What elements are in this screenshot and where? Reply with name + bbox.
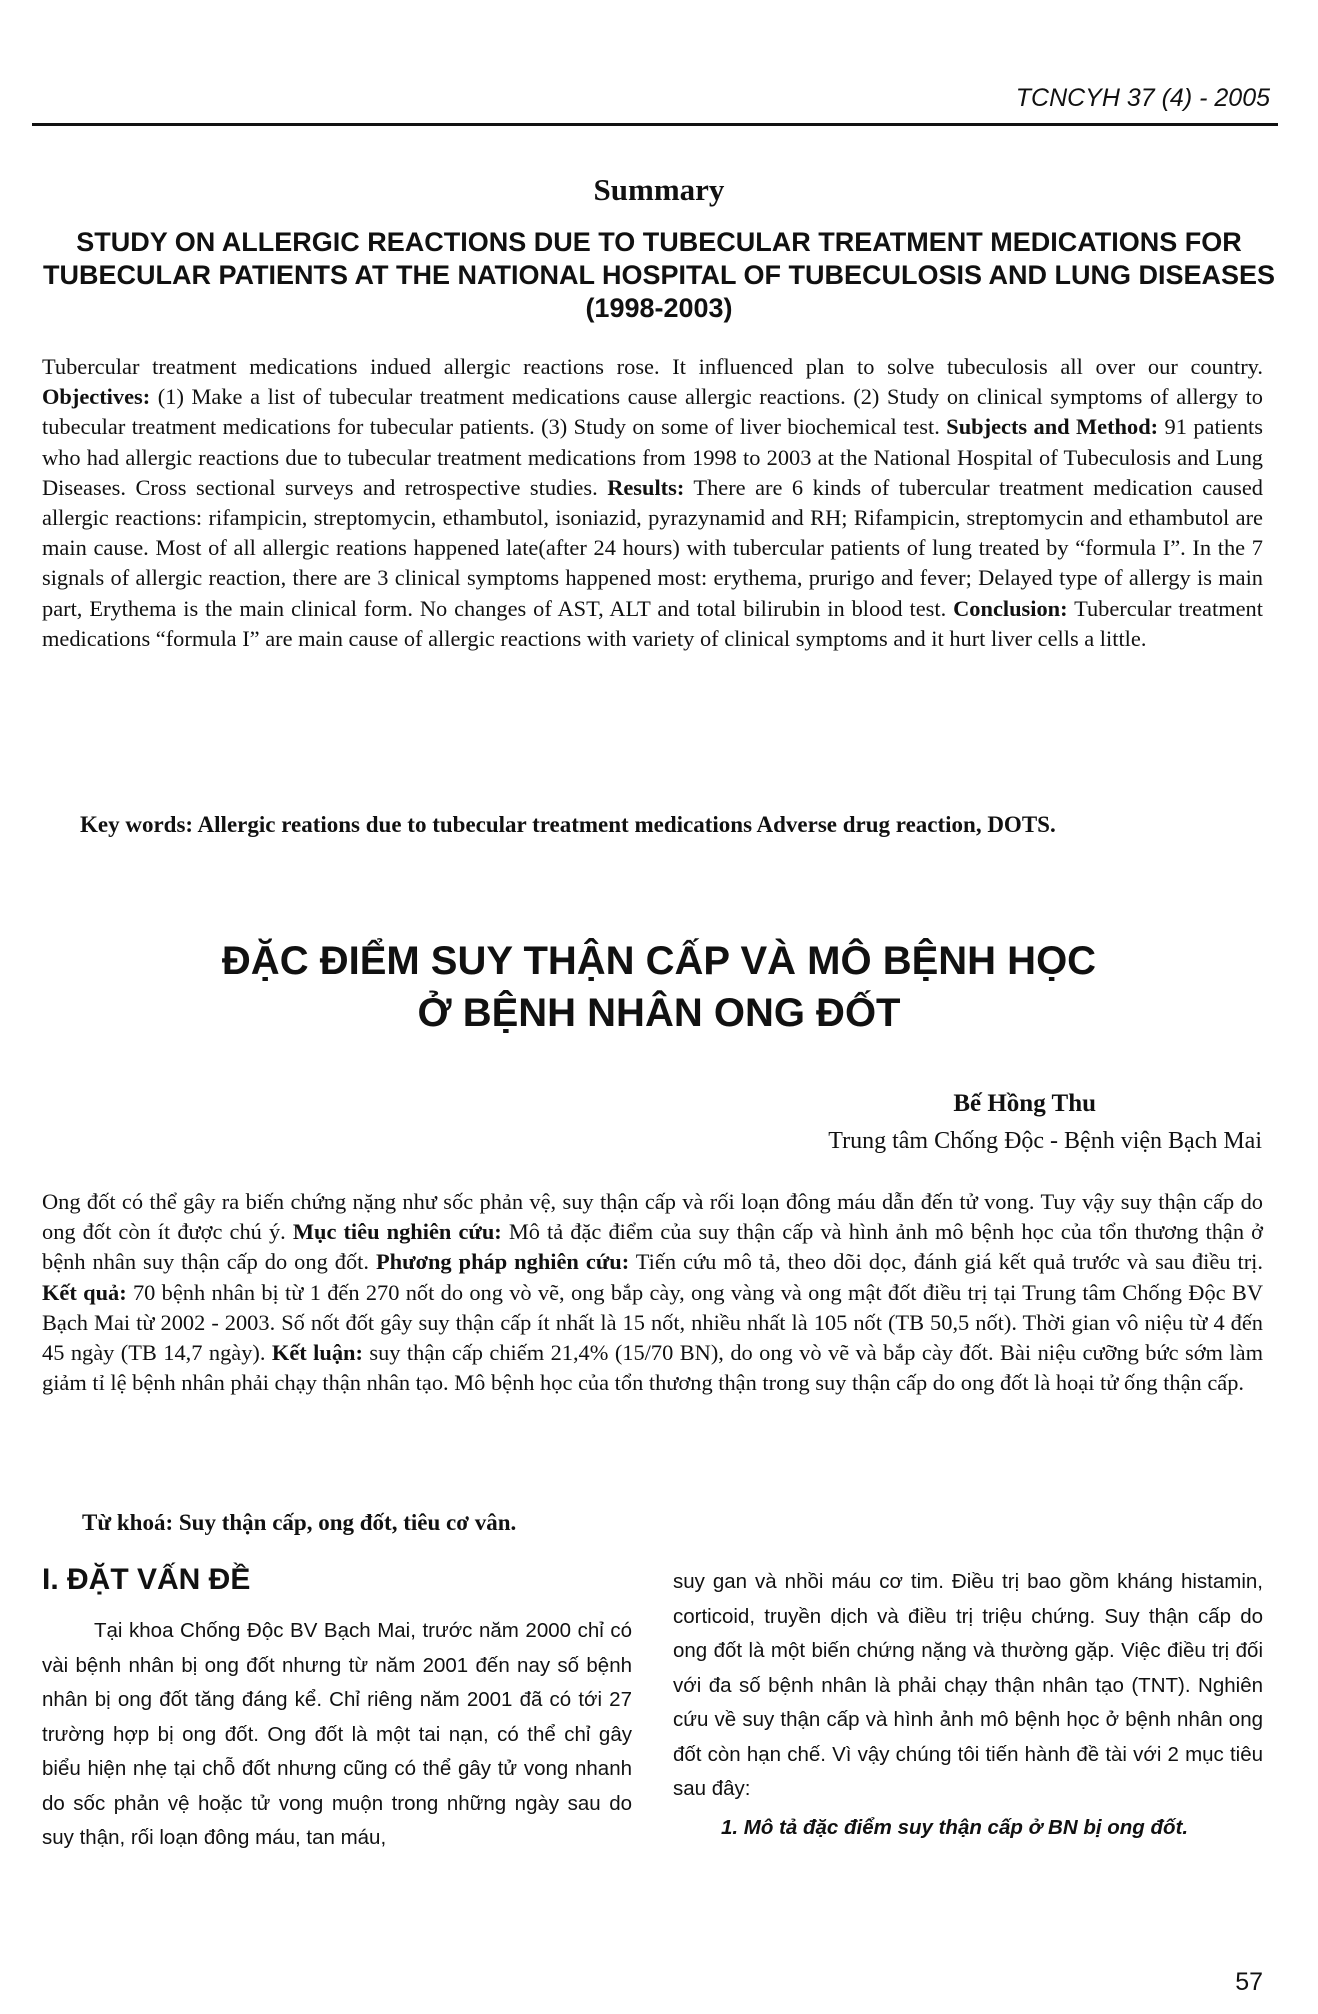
abstract-method: 91 patients who had allergic reactions due to tubecular treatment medications from 1998 to 2003 at the National Hospital of Tubeculosis and Lung Diseases. Cross sectional surveys and retrospective studies. [42,414,1263,500]
title-line-2: Ở BỆNH NHÂN ONG ĐỐT [417,991,901,1035]
body-column-left [42,1560,632,1856]
english-keywords: Key words: Allergic reations due to tubecular treatment medications Adverse drug reaction, DOTS. [80,812,1056,837]
abstract-vi-conclusion: suy thận cấp chiếm 21,4% (15/70 BN), do ong vò vẽ và bắp cày đốt. Bài niệu cưỡng bức sớm làm giảm tỉ lệ bệnh nhân phải chạy thận nhân tạo. Mô bệnh học của tổn thương thận trong suy thận cấp do ong đốt là hoại tử ống thận cấp. [42,1340,1263,1396]
abstract-results: There are 6 kinds of tubercular treatment medication caused allergic reactions: rifampicin, streptomycin, ethambutol, isoniazid, pyrazynamid and RH; Rifampicin, streptomycin and ethambutol are main cause. Most of all allergic reations happened late(after 24 hours) with tubercular patients of lung treated by “formula I”. In the 7 signals of allergic reaction, there are 3 clinical symptoms happened most: erythema, prurigo and fever; Delayed type of allergy is main part, Erythema is the main clinical form. No changes of AST, ALT and total bilirubin in blood test. [42,474,1263,621]
label-method: Subjects and Method: [946,414,1159,440]
english-abstract [42,352,1263,654]
abstract-objectives: (1) Make a list of tubecular treatment medications cause allergic reactions. (2) Study on clinical symptoms of allergy to tubecular treatment medications for tubecular patients. (3) Study on some of liver biochemical test. [42,384,1263,440]
label-vi-objective: Mục tiêu nghiên cứu: [292,1219,502,1245]
section-paragraph-left: Tại khoa Chống Độc BV Bạch Mai, trước năm 2000 chỉ có vài bệnh nhân bị ong đốt nhưng từ năm 2001 đến nay số bệnh nhân bị ong đốt tăng đáng kể. Chỉ riêng năm 2001 đã có tới 27 trường hợp bị ong đốt. Ong đốt là một tai nạn, có thể chỉ gây biểu hiện nhẹ tại chỗ đốt nhưng cũng có thể gây tử vong nhanh do sốc phản vệ hoặc tử vong muộn trong những ngày sau do suy thận, rối loạn đông máu, tan máu, [42,1619,632,1849]
vietnamese-article-title [0,935,1318,1039]
label-results: Results: [607,474,685,500]
author-affiliation: Trung tâm Chống Độc - Bệnh viện Bạch Mai [828,1128,1262,1154]
vietnamese-abstract [42,1187,1263,1398]
vietnamese-keywords: Từ khoá: Suy thận cấp, ong đốt, tiêu cơ vân. [82,1510,517,1535]
abstract-vi-results: 70 bệnh nhân bị từ 1 đến 270 nốt do ong vò vẽ, ong bắp cày, ong vàng và ong mật đốt điều trị tại Trung tâm Chống Độc BV Bạch Mai từ 2002 - 2003. Số nốt đốt gây suy thận cấp ít nhất là 15 nốt, nhiều nhất là 105 nốt (TB 50,5 nốt). Thời gian vô niệu từ 4 đến 45 ngày (TB 14,7 ngày). [42,1279,1263,1366]
label-vi-results: Kết quả: [42,1279,127,1305]
page-number: 57 [1235,1968,1263,1996]
author-name: Bế Hồng Thu [953,1090,1096,1117]
section-heading: I. ĐẶT VẤN ĐỀ [42,1563,251,1596]
abstract-intro: Tubercular treatment medications indued allergic reactions rose. It influenced plan to solve tubeculosis all over our country. [42,354,1263,379]
abstract-vi-objective: Mô tả đặc điểm của suy thận cấp và hình ảnh mô bệnh học của tổn thương thận ở bệnh nhân suy thận cấp do ong đốt. [42,1219,1263,1275]
header-rule [32,123,1278,126]
body-column-right [673,1565,1263,1845]
abstract-vi-method: Tiến cứu mô tả, theo dõi dọc, đánh giá kết quả trước và sau điều trị. [635,1249,1263,1275]
objective-item: 1. Mô tả đặc điểm suy thận cấp ở BN bị ong đốt. [721,1815,1189,1839]
label-conclusion: Conclusion: [953,595,1068,621]
label-vi-method: Phương pháp nghiên cứu: [376,1249,630,1275]
label-vi-conclusion: Kết luận: [271,1340,363,1366]
english-article-title: STUDY ON ALLERGIC REACTIONS DUE TO TUBECULAR TREATMENT MEDICATIONS FOR TUBECULAR PATIENTS AT THE NATIONAL HOSPITAL OF TUBECULOSIS AND LUNG DISEASES (1998-2003) [42,227,1276,323]
abstract-conclusion: Tubercular treatment medications “formula I” are main cause of allergic reactions with variety of clinical symptoms and it hurt liver cells a little. [42,595,1263,651]
abstract-vi-intro: Ong đốt có thể gây ra biến chứng nặng như sốc phản vệ, suy thận cấp và rối loạn đông máu dẫn đến tử vong. Tuy vậy suy thận cấp do ong đốt còn ít được chú ý. [42,1189,1263,1245]
label-objectives: Objectives: [42,384,151,410]
title-line-1: ĐẶC ĐIỂM SUY THẬN CẤP VÀ MÔ BỆNH HỌC [221,939,1097,983]
summary-heading: Summary [593,172,725,207]
journal-reference: TCNCYH 37 (4) - 2005 [1015,84,1270,112]
section-paragraph-right: suy gan và nhồi máu cơ tim. Điều trị bao gồm kháng histamin, corticoid, truyền dịch và điều trị triệu chứng. Suy thận cấp do ong đốt là một biến chứng nặng và thường gặp. Việc điều trị đối với đa số bệnh nhân là phải chạy thận nhân tạo (TNT). Nghiên cứu về suy thận cấp và hình ảnh mô bệnh học ở bệnh nhân ong đốt còn hạn chế. Vì vậy chúng tôi tiến hành đề tài với 2 mục tiêu sau đây: [673,1570,1263,1800]
